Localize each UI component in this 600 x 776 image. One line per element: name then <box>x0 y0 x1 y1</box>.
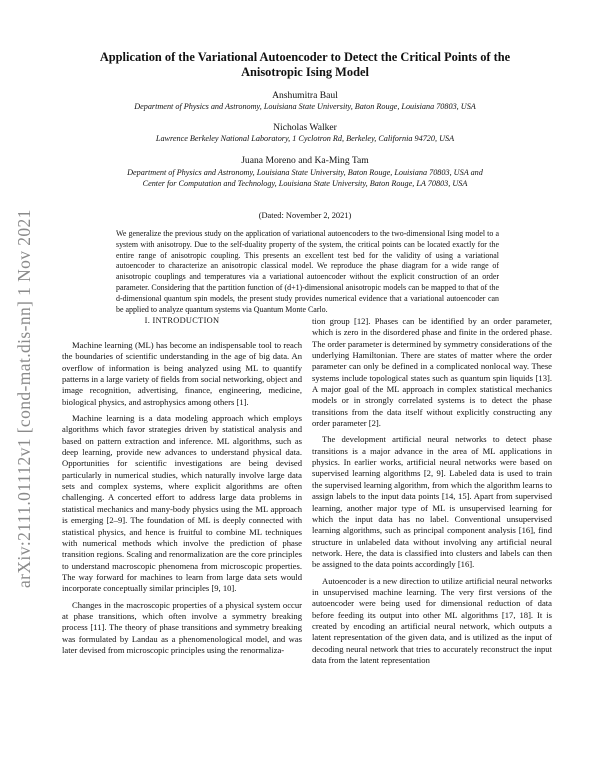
abstract: We generalize the previous study on the application of variational autoencoders to the two-dimensional Ising model to a system with anisotropy. Due to the self-duality property of the system, the critical points can be located exactly for the entire range of anisotropic coupling. This presents an excellent test bed for the validity of using a variational autoencoder to characterize an anisotropic classical model. We reproduce the phase diagram for a wide range of anisotropic couplings and temperatures via a variational autoencoder without the explicit construction of an order parameter. Considering that the partition function of (d+1)-dimensional anisotropic models can be mapped to that of the d-dimensional quantum spin models, the present study provides numerical evidence that a variational autoencoder can be applied to analyze quantum systems via Quantum Monte Carlo. <box>116 229 499 314</box>
right-paragraph-1: tion group [12]. Phases can be identified by an order parameter, which is zero in the disordered phase and finite in the ordered phase. The order parameter is determined by symmetry considerations of the underlying Hamiltonian. There are states of matter where the order parameter can only be defined in a complicated nonlocal way. These systems include topological states such as quantum spin liquids [13]. A major goal of the ML approach in complex statistical mechanics models or in strongly correlated systems is to detect the phase transitions from the data itself without explicitly constructing any order parameter [2]. <box>312 316 552 429</box>
affiliation-3b: Center for Computation and Technology, Louisiana State University, Baton Rouge, LA 70803, USA <box>142 179 468 188</box>
author-2: Nicholas Walker <box>273 122 337 133</box>
affiliation-2: Lawrence Berkeley National Laboratory, 1 Cyclotron Rd, Berkeley, California 94720, USA <box>155 134 455 143</box>
author-1: Anshumitra Baul <box>272 90 338 101</box>
right-paragraph-2: The development artificial neural networks to detect phase transitions is a major advance in the area of ML applications in physics. In earlier works, artificial neural networks were based on supervised learning algorithms [2, 9]. Labeled data is used to train the supervised learning algorithm, from which the algorithm learns to assign labels to the input data points [14, 15]. Apart from supervised learning, another major type of ML is unsupervised learning for which the input data has no label. Conventional unsupervised learning algorithms, such as principal component analysis [16], find structure in unlabeled data without involving any artificial neural network. Here, the data is classified into clusters and labels can then be assigned to the data points accordingly [16]. <box>312 434 552 570</box>
right-column <box>312 316 552 666</box>
left-paragraph-2: Machine learning is a data modeling approach which employs algorithms which favor strategies driven by statistical analysis and based on pattern extraction and inference. ML algorithms, such as deep learning, provide new advances to understand physical data. Opportunities for scientific investigations are being devised particularly in numerical studies, which naturally involve large data sets and complex systems, where explicit algorithms are often challenging. A concerted effort to address large data problems in statistical mechanics and many-body physics using the ML approach is emerging [2–9]. The foundation of ML is deeply connected with statistical physics, and hence is fruitful to combine ML techniques with numerical methods which involve the prediction of phase transition regions. Scaling and renormalization are the core principles to understand macroscopic phenomena from microscopic properties. The way forward for machines to learn from large data sets would incorporate conceptually similar principles [9, 10]. <box>62 413 302 594</box>
affiliation-3a: Department of Physics and Astronomy, Louisiana State University, Baton Rouge, Louisiana 70803, USA and <box>127 168 483 177</box>
section-heading-introduction: I. INTRODUCTION <box>144 316 220 325</box>
author-3: Juana Moreno and Ka-Ming Tam <box>241 155 369 166</box>
right-paragraph-3: Autoencoder is a new direction to utilize artificial neural networks in unsupervised machine learning. The very first versions of the autoencoder were being used for dimensional reduction of data before feeding its output into other ML algorithms [17, 18]. It is created by encoding an artificial neural network, which outputs a latent representation of the given data, and is utilized as the input of decoding neural network that tries to accurately reconstruct the input data from the latent representation <box>312 575 552 665</box>
left-column <box>62 340 302 656</box>
paper-date: (Dated: November 2, 2021) <box>258 211 352 220</box>
left-paragraph-1: Machine learning (ML) has become an indispensable tool to reach the boundaries of scientific understanding in the age of big data. An overflow of information is being analyzed using ML to quantify patterns in a large variety of fields from social networking, object and image recognition, advertising, finance, engineering, medicine, biological physics, and astrophysics among others [1]. <box>62 340 302 407</box>
affiliation-1: Department of Physics and Astronomy, Louisiana State University, Baton Rouge, Louisiana 70803, USA <box>134 102 476 111</box>
paper-title: Application of the Variational Autoencoder to Detect the Critical Points of the Anisotropic Ising Model <box>99 50 511 79</box>
arxiv-identifier: arXiv:2111.01112v1 [cond-mat.dis-nn] 1 Nov 2021 <box>14 209 34 588</box>
left-paragraph-3: Changes in the macroscopic properties of a physical system occur at phase transitions, which often involve a symmetry breaking process [11]. The theory of phase transitions and symmetry breaking was formulated by Landau as a phenomenological model, and was later devised from microscopic principles using the renormaliza- <box>62 599 302 655</box>
